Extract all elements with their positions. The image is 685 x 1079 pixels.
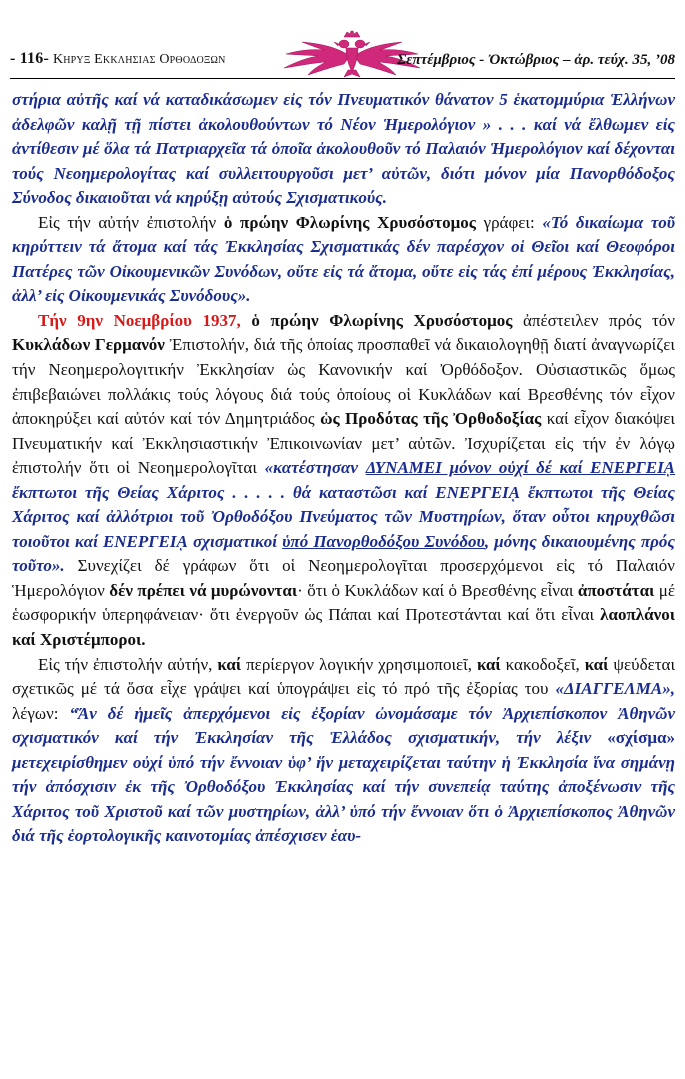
p3-author: ὁ πρώην Φλωρίνης Χρυσόστομος — [251, 310, 513, 330]
p4-text-2: περίεργον λογικήν χρησιμοποιεῖ, — [246, 654, 472, 674]
p3-apostates: ἀποστάται — [577, 580, 655, 600]
p4-quote-2: μετεχειρίσθημεν οὐχί ὑπό τήν ἔννοιαν ὑφ’ ἥν μεταχειρίζεται ταύτην ἡ Ἐκκλησία ἵνα σημάνῃ τήν ἀπόσχισιν ἐκ τῆς Ὀρθοδόξου Ἐκκλησίας καί τήν συνεπείᾳ ταύτης ἀποξένωσιν τῆς Χάριτος τοῦ Χριστοῦ καί τῶν μυστηρίων, ἀλλ’ ὑπό τήν ἔννοιαν ὅτι ὁ Ἀρχιεπίσκοπος Ἀθηνῶν διά τῆς ἑορτολογικῆς καινοτομίας ἀπέσχισεν ἑαυ- — [12, 752, 675, 846]
p3-date: Τήν 9ην Νοεμβρίου 1937, — [38, 310, 241, 330]
p3-quote-1: «κατέστησαν — [264, 458, 358, 478]
paragraph-3 — [12, 309, 675, 653]
p4-text-3: κακοδοξεῖ, — [505, 654, 580, 674]
p2-author: ὁ πρώην Φλωρίνης Χρυσόστομος — [223, 212, 476, 232]
header-rule — [10, 78, 675, 79]
issue-info: Σεπτέμβριος - Ὀκτώβριος – ἀρ. τεύχ. 35, ’08 — [397, 52, 675, 68]
p3-text-3: καί εἶχον διακόψει Πνευματικήν καί Ἐκκλησιαστικήν Ἐπικοινωνίαν μετ’ αὐτῶν. Ἰσχυρίζεται εἰς τήν ἐν λόγῳ ἐπιστολήν ὅτι οἱ Νεοημερολογῖται — [12, 409, 676, 478]
p3-quote-3: , μόνης δικαιουμένης πρός τοῦτο». — [12, 531, 675, 576]
p3-deceivers: λαοπλάνοι καί Χριστέμποροι. — [12, 605, 675, 650]
p3-quote-dynamei: ΔΥΝΑΜΕΙ μόνον οὐχί δέ καί ΕΝΕΡΓΕΙᾼ — [365, 458, 676, 478]
paragraph-2 — [12, 211, 675, 309]
paragraph-1 — [12, 88, 675, 211]
paragraph-4 — [12, 653, 675, 849]
p2-quote: «Τό δικαίωμα τοῦ κηρύττειν τά ἄτομα καί τάς Ἐκκλησίας Σχισματικάς δέν παρέσχον οἱ Θεῖοι καί Θεοφόροι Πατέρες τῶν Οἰκουμενικῶν Συνόδων, οὔτε εἰς τά ἄτομα, οὔτε εἰς τάς ἐπί μέρους Ἐκκλησίας, ἀλλ’ εἰς Οἰκουμενικάς Συνόδους». — [12, 212, 676, 306]
p4-kai-1: καί — [217, 654, 242, 674]
header-left — [10, 50, 226, 68]
p3-text-4: Συνεχίζει δέ γράφων ὅτι οἱ Νεοημερολογῖται προσερχόμενοι εἰς τό Παλαιόν Ἡμερολόγιον — [12, 556, 675, 600]
running-header — [10, 30, 675, 80]
p4-diagelma: «ΔΙΑΓΓΕΛΜΑ», — [555, 679, 676, 699]
article-body — [12, 88, 675, 849]
p4-text-1: Εἰς τήν ἐπιστολήν αὐτήν, — [38, 654, 213, 674]
p3-traitors: ὡς Προδότας τῆς Ὀρθοδοξίας — [320, 409, 542, 429]
p3-text-2: Ἐπιστολήν, διά τῆς ὁποίας προσπαθεῖ νά δικαιολογηθῇ διατί ἀναγνωρίζει τήν Νεοημερολογιτικήν Ἐκκλησίαν ὡς Κανονικήν καί Ὀρθόδοξον. Οὐσιαστικῶς ὅμως ἐπιβεβαιώνει πολλάκις τούς λόγους διά τούς ὁποίους οἱ Κυκλάδων καί Βρεσθένης τόν εἶχον ἀποκηρύξει καί αὐτόν καί τόν Δημητριάδος — [12, 335, 676, 429]
p3-text-5: · ὅτι ὁ Κυκλάδων καί ὁ Βρεσθένης εἶναι — [297, 580, 574, 600]
journal-title: Κηρυξ Εκκλησιας Ορθοδοξων — [52, 52, 226, 67]
p4-schisma: «σχίσμα» — [607, 728, 675, 748]
p4-text-5: λέγων: — [12, 703, 59, 723]
p4-quote-1: “Ἄν δέ ἡμεῖς ἀπερχόμενοι εἰς ἐξορίαν ὠνομάσαμε τόν Ἀρχιεπίσκοπον Ἀθηνῶν σχισματικόν καί τήν Ἐκκλησίαν τῆς Ἑλλάδος σχισματικήν, τήν λέξιν — [12, 703, 675, 748]
quote-continuation: στήρια αὐτῆς καί νά καταδικάσωμεν εἰς τόν Πνευματικόν θάνατον 5 ἑκατομμύρια Ἑλλήνων ἀδελφῶν καλῇ τῇ πίστει ἀκολουθούντων τό Νέον Ἡμερολόγιον » . . . καί νά ἔλθωμεν εἰς ἀντίθεσιν μέ ὅλα τά Πατριαρχεῖα τά ὁποῖα ἀκολουθοῦν τό Παλαιόν Ἡμερολόγιον καί δέχονται τούς Νεοημερολογίτας καί συλλειτουργοῦσι μετ’ αὐτῶν, διότι μόνον μία Πανορθόδοξος Σύνοδος δικαιοῦται νά κηρύξῃ αὐτούς Σχισματικούς. — [12, 90, 675, 208]
p3-quote-synod: ὑπό Πανορθοδόξου Συνόδου — [282, 531, 485, 551]
p4-kai-3: καί — [584, 654, 609, 674]
p3-not-anointed: δέν πρέπει νά μυρώνονται — [109, 580, 298, 600]
p3-recipient: Κυκλάδων Γερμανόν — [12, 335, 165, 355]
p4-text-4: ψεύδεται σχετικῶς μέ τά ὅσα εἶχε γράψει καί ὑπογράψει εἰς τό πρό τῆς ἐξορίας του — [12, 654, 676, 699]
p3-text-6: μέ ἑωσφορικήν ὑπερηφάνειαν· ὅτι ἐνεργοῦν ὡς Πάπαι καί Προτεστάνται καί ὅτι εἶναι — [12, 580, 676, 625]
p3-quote-2: ἔκπτωτοι τῆς Θείας Χάριτος . . . . . θά καταστῶσι καί ΕΝΕΡΓΕΙᾼ ἔκπτωτοι τῆς Θείας Χάριτος καί ἀλλότριοι τοῦ Ὀρθοδόξου Πνεύματος τῶν Μυστηρίων, ὅταν οὗτοι κηρυχθῶσι τοιοῦτοι καί ΕΝΕΡΓΕΙᾼ σχισματικοί — [12, 482, 675, 551]
p2-verb: γράφει: — [483, 212, 535, 232]
p2-intro: Εἰς τήν αὐτήν ἐπιστολήν — [38, 212, 217, 232]
p3-text-1: ἀπέστειλεν πρός τόν — [523, 310, 675, 330]
page-number: - 116- — [10, 50, 49, 67]
p4-kai-2: καί — [476, 654, 501, 674]
